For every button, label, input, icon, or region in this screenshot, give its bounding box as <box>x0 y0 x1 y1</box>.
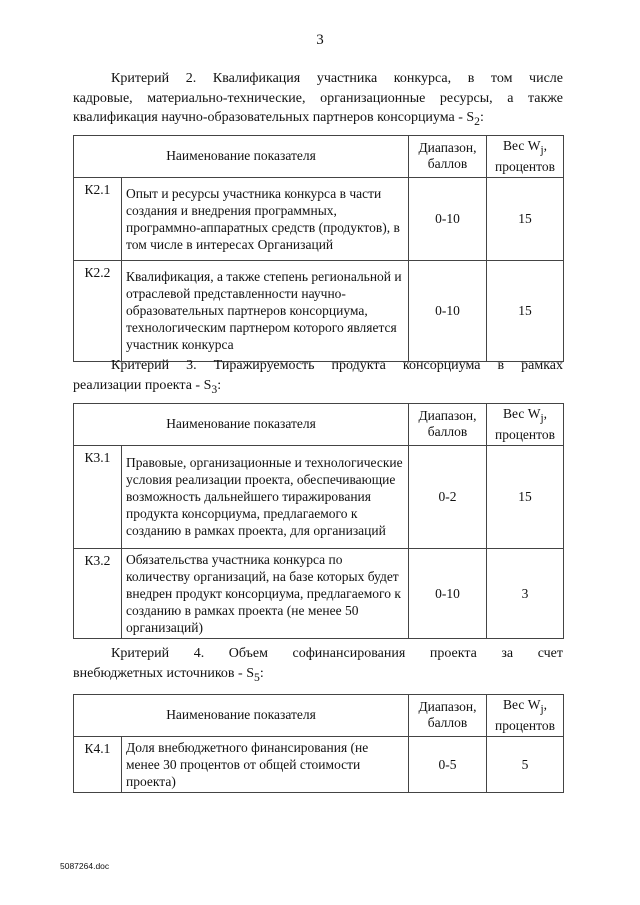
header-weight-unit: , процентов <box>494 697 555 733</box>
row-range: 0-10 <box>409 260 487 361</box>
header-weight <box>487 695 564 737</box>
header-weight-unit: , процентов <box>494 406 555 442</box>
row-name: Квалификация, а также степень региональной и отраслевой представленности научно-образовательных партнеров консорциума, технологическим партнером которого является участник конкурса <box>122 260 409 361</box>
table-row <box>74 736 564 792</box>
criterion-4-text: Критерий 4. Объем софинансирования проекта за счет внебюджетных источников - $S_5$: <box>73 646 563 684</box>
header-name: Наименование показателя <box>74 136 409 178</box>
header-weight <box>487 136 564 178</box>
header-range: Диапазон, баллов <box>409 695 487 737</box>
header-range: Диапазон, баллов <box>409 136 487 178</box>
row-code: К2.1 <box>74 177 122 260</box>
header-name: Наименование показателя <box>74 695 409 737</box>
header-weight-subscript: j <box>540 703 544 716</box>
footer-filename: 5087264.doc <box>60 861 110 871</box>
header-weight-label: Вес W <box>503 406 541 421</box>
row-code: К4.1 <box>74 736 122 792</box>
page-number: 3 <box>316 32 324 48</box>
header-weight-label: Вес W <box>503 138 541 153</box>
row-code: К3.2 <box>74 548 122 638</box>
table-row <box>74 177 564 260</box>
row-code: К3.1 <box>74 445 122 548</box>
criterion-4-subscript: 5 <box>253 670 260 684</box>
row-weight: 3 <box>487 548 564 638</box>
row-weight: 15 <box>487 260 564 361</box>
table-header-row <box>74 695 564 737</box>
table-row <box>74 260 564 361</box>
criterion-2-text: Критерий 2. Квалификация участника конкурса, в том числе кадровые, материально-технические, организационные ресурсы, а также квалификация научно-образовательных партнеров консорциума - $S_2$: <box>73 71 563 128</box>
row-name: Доля внебюджетного финансирования (не менее 30 процентов от общей стоимости проекта) <box>122 736 409 792</box>
header-range: Диапазон, баллов <box>409 404 487 446</box>
header-weight-subscript: j <box>540 412 544 425</box>
table-row <box>74 445 564 548</box>
criterion-3-text: Критерий 3. Тиражируемость продукта консорциума в рамках реализации проекта - $S_3$: <box>73 358 563 396</box>
row-range: 0-10 <box>409 548 487 638</box>
row-name: Опыт и ресурсы участника конкурса в части создания и внедрения программных, программно-аппаратных средств (продуктов), в том числе в интересах Организаций <box>122 177 409 260</box>
criterion-2-line-3: квалификация научно-образовательных партнеров консорциума - S <box>73 110 475 125</box>
table-row <box>74 548 564 638</box>
header-name: Наименование показателя <box>74 404 409 446</box>
criterion-3-subscript: 3 <box>211 382 218 396</box>
row-range: 0-2 <box>409 445 487 548</box>
row-range: 0-10 <box>409 177 487 260</box>
header-weight-label: Вес W <box>503 697 541 712</box>
header-weight-unit: , процентов <box>494 138 555 174</box>
criterion-2-line-2: кадровые, материально-технические, организационные ресурсы, а также <box>73 90 563 106</box>
criterion-2-line-1: Критерий 2. Квалификация участника конкурса, в том числе <box>111 71 563 86</box>
header-weight-subscript: j <box>540 144 544 157</box>
row-name: Правовые, организационные и технологические условия реализации проекта, обеспечивающие возможность дальнейшего тиражирования продукта консорциума, предлагаемого к созданию в рамках проекта, для организаций <box>122 445 409 548</box>
header-weight <box>487 404 564 446</box>
criterion-4-line-1: Критерий 4. Объем софинансирования проекта за счет <box>111 646 563 661</box>
criterion-2-subscript: 2 <box>474 114 480 128</box>
criterion-3-line-2: реализации проекта - S <box>73 377 212 393</box>
row-weight: 5 <box>487 736 564 792</box>
criterion-2-table <box>73 135 564 362</box>
row-weight: 15 <box>487 177 564 260</box>
row-range: 0-5 <box>409 736 487 792</box>
row-code: К2.2 <box>74 260 122 361</box>
criterion-3-table <box>73 403 564 639</box>
table-header-row <box>74 136 564 178</box>
row-weight: 15 <box>487 445 564 548</box>
criterion-3-line-1: Критерий 3. Тиражируемость продукта консорциума в рамках <box>111 358 563 373</box>
row-name: Обязательства участника конкурса по количеству организаций, на базе которых будет внедрен продукт консорциума, предлагаемого к созданию в рамках проекта (не менее 50 организаций) <box>122 548 409 638</box>
criterion-4-line-2: внебюджетных источников - S <box>73 665 254 681</box>
table-header-row <box>74 404 564 446</box>
criterion-4-table <box>73 694 564 793</box>
